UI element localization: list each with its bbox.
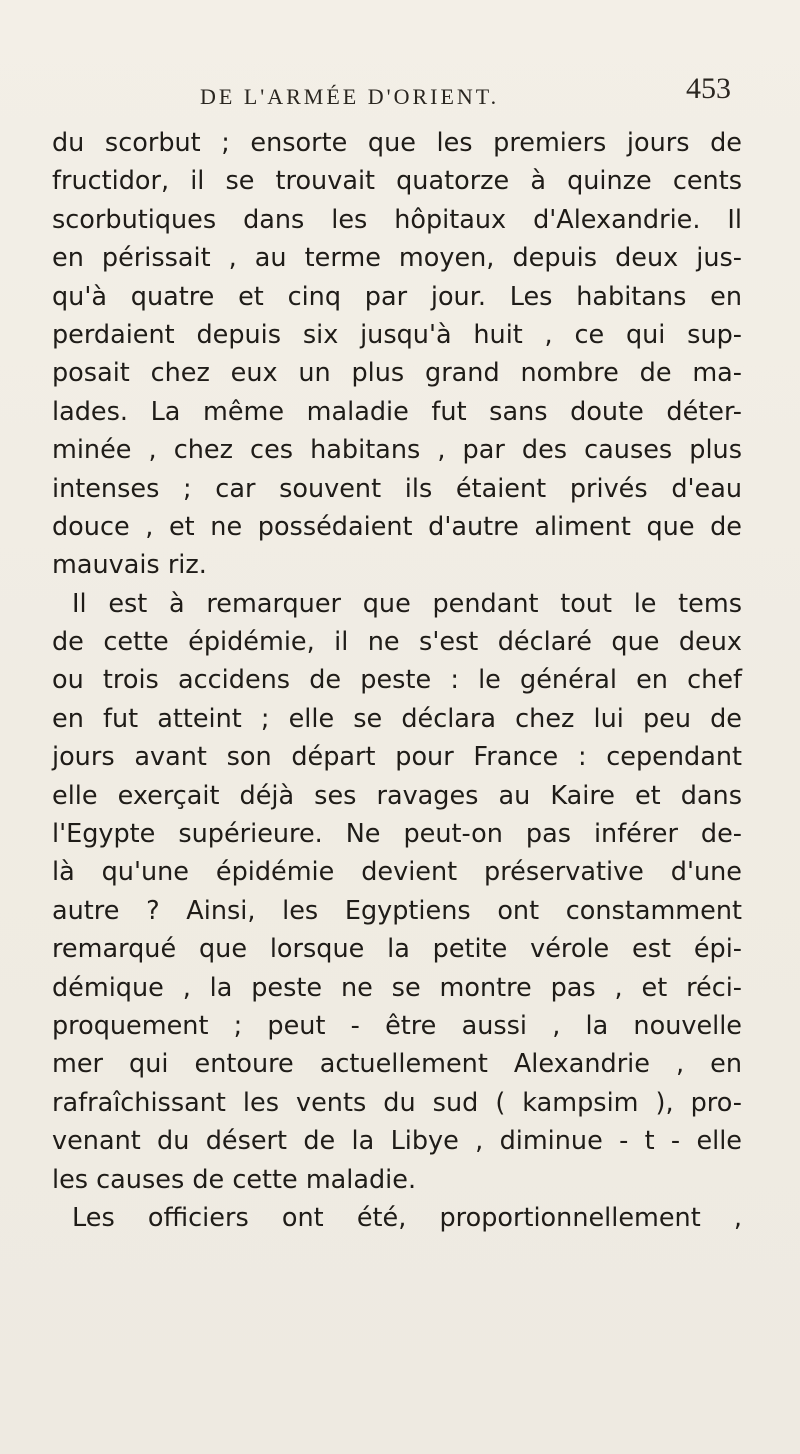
text-line: fructidor, il se trouvait quatorze à quinze cents [52, 166, 742, 197]
text-line: du scorbut ; ensorte que les premiers jours de [52, 128, 742, 158]
text-line: en périssait , au terme moyen, depuis deux jus- [52, 243, 742, 274]
body-text [52, 124, 742, 1237]
text-line: là qu'une épidémie devient préservative d'une [52, 857, 742, 888]
text-line: douce , et ne possédaient d'autre aliment que de [52, 511, 742, 542]
text-line: proquement ; peut - être aussi , la nouvelle [52, 1010, 742, 1041]
running-head: DE L'ARMÉE D'ORIENT. [200, 84, 500, 109]
text-line: de cette épidémie, il ne s'est déclaré que deux [52, 627, 742, 658]
text-line-paragraph-end: mauvais riz. [52, 550, 207, 581]
text-line: autre ? Ainsi, les Egyptiens ont constamment [52, 895, 742, 926]
text-line: posait chez eux un plus grand nombre de ma- [52, 358, 742, 389]
text-line-paragraph-end: les causes de cette maladie. [52, 1164, 417, 1195]
text-line: perdaient depuis six jusqu'à huit , ce qui sup- [52, 319, 742, 350]
text-line: rafraîchissant les vents du sud ( kampsim ), pro- [52, 1087, 742, 1118]
text-line: mer qui entoure actuellement Alexandrie , en [52, 1049, 742, 1080]
text-line: jours avant son départ pour France : cependant [52, 742, 742, 773]
text-line: intenses ; car souvent ils étaient privés d'eau [52, 473, 742, 504]
text-line: minée , chez ces habitans , par des causes plus [52, 435, 742, 466]
text-line: l'Egypte supérieure. Ne peut-on pas inférer de- [52, 819, 742, 850]
text-line: scorbutiques dans les hôpitaux d'Alexandrie. Il [52, 204, 742, 235]
page-number: 453 [686, 72, 731, 105]
text-line-paragraph-start: Les officiers ont été, proportionnellement , [72, 1202, 742, 1233]
text-line: remarqué que lorsque la petite vérole est épi- [52, 934, 742, 965]
text-line: venant du désert de la Libye , diminue - t - elle [52, 1126, 742, 1157]
text-line-paragraph-start: Il est à remarquer que pendant tout le tems [72, 588, 742, 619]
text-line: en fut atteint ; elle se déclara chez lui peu de [52, 703, 742, 734]
text-line: ou trois accidens de peste : le général en chef [52, 665, 742, 696]
text-line: démique , la peste ne se montre pas , et réci- [52, 972, 742, 1003]
text-line: lades. La même maladie fut sans doute déter- [52, 396, 742, 427]
text-line: elle exerçait déjà ses ravages au Kaire et dans [52, 780, 742, 811]
text-line: qu'à quatre et cinq par jour. Les habitans en [52, 281, 742, 312]
